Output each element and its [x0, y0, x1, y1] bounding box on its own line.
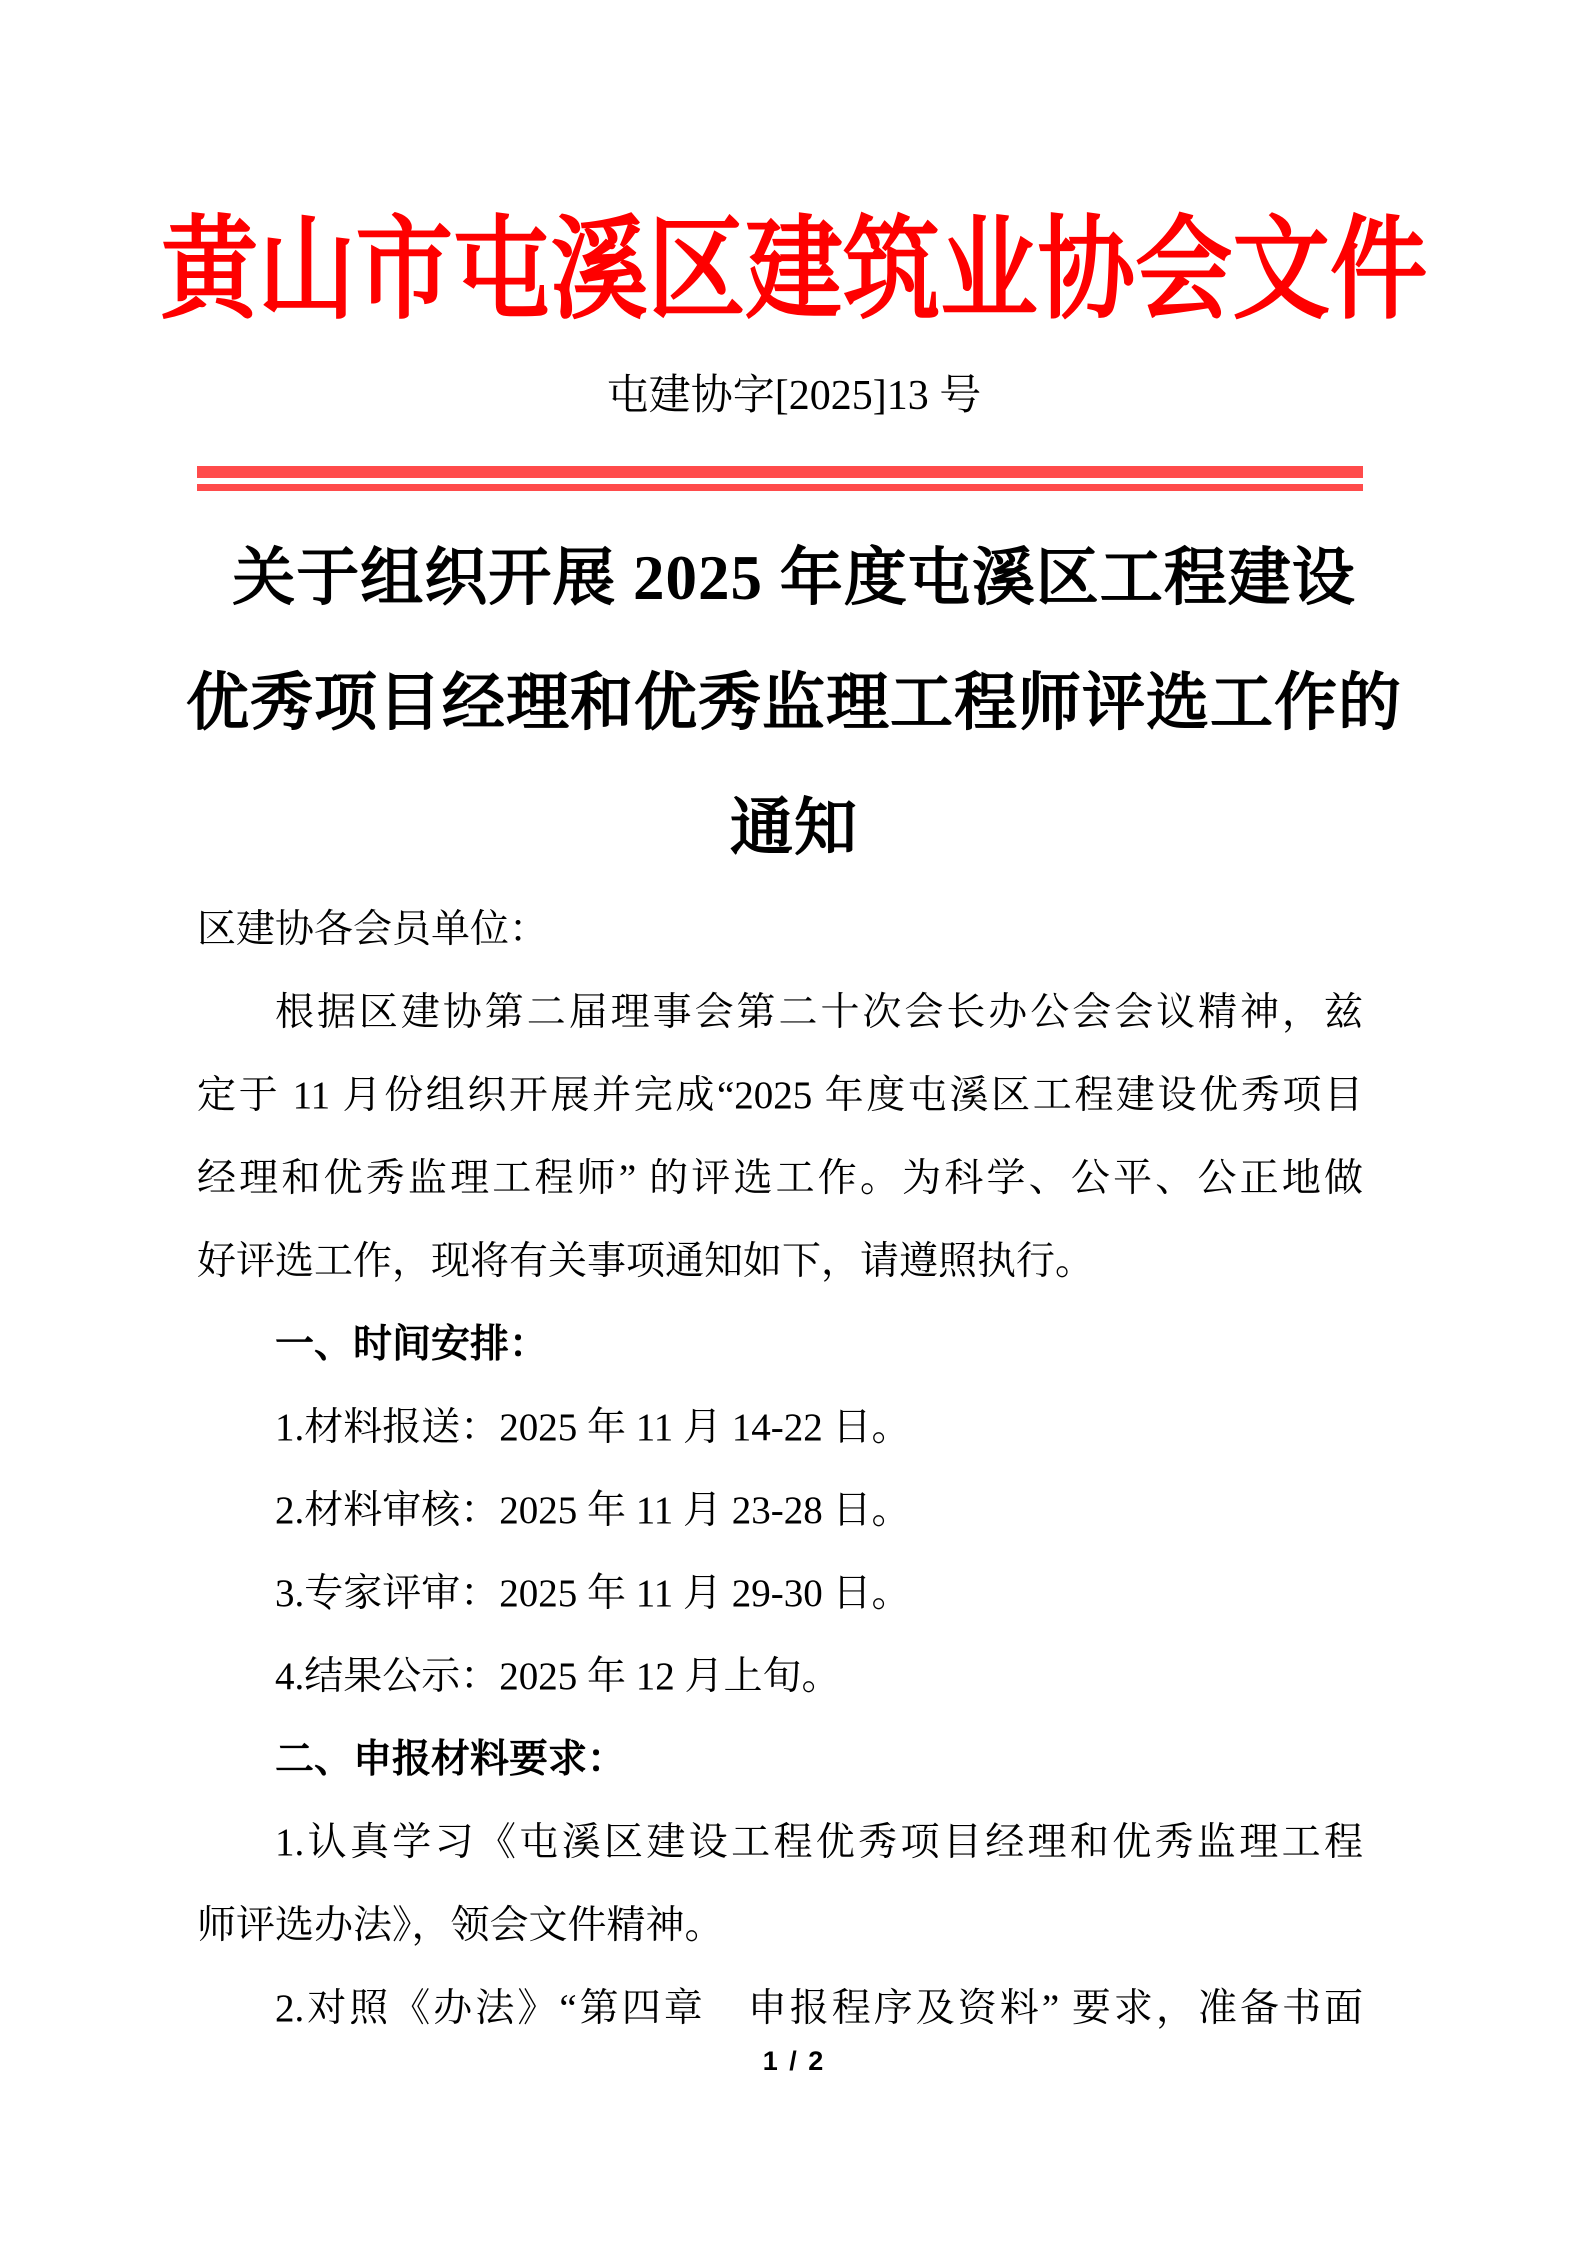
paragraph-line: 定于 11 月份组织开展并完成“2025 年度屯溪区工程建设优秀项目 [197, 1074, 1363, 1117]
section-two-heading: 二、申报材料要求： [275, 1738, 627, 1781]
page-number: 1 / 2 [762, 2046, 826, 2076]
document-title [0, 516, 1588, 891]
requirement-line: 1.认真学习《屯溪区建设工程优秀项目经理和优秀监理工程 [275, 1821, 1363, 1864]
schedule-item: 2.材料审核：2025 年 11 月 23-28 日。 [275, 1489, 911, 1532]
masthead [0, 209, 1588, 333]
requirement-line: 师评选办法》，领会文件精神。 [197, 1904, 724, 1947]
schedule-item: 4.结果公示：2025 年 12 月上旬。 [275, 1655, 841, 1698]
schedule-item: 1.材料报送：2025 年 11 月 14-22 日。 [275, 1406, 911, 1449]
document-title-line-1: 关于组织开展 2025 年度屯溪区工程建设 [232, 543, 1356, 613]
requirement-line: 2.对照《办法》“第四章 申报程序及资料” 要求，准备书面 [275, 1987, 1363, 2030]
masthead-title: 黄山市屯溪区建筑业协会文件 [160, 209, 1428, 333]
document-body [197, 888, 1363, 2050]
paragraph-line: 根据区建协第二届理事会第二十次会长办公会会议精神，兹 [275, 991, 1363, 1034]
document-number: 屯建协字[2025]13 号 [606, 373, 982, 419]
paragraph-line: 经理和优秀监理工程师” 的评选工作。为科学、公平、公正地做 [197, 1157, 1363, 1200]
salutation-line: 区建协各会员单位： [197, 908, 549, 951]
document-title-line-3: 通知 [730, 793, 858, 863]
document-title-line-2: 优秀项目经理和优秀监理工程师评选工作的 [186, 668, 1402, 738]
schedule-item: 3.专家评审：2025 年 11 月 29-30 日。 [275, 1572, 911, 1615]
red-separator-thin [197, 484, 1363, 491]
red-separator-thick [197, 466, 1363, 478]
section-one-heading: 一、时间安排： [275, 1323, 549, 1366]
paragraph-line: 好评选工作，现将有关事项通知如下，请遵照执行。 [197, 1240, 1095, 1283]
